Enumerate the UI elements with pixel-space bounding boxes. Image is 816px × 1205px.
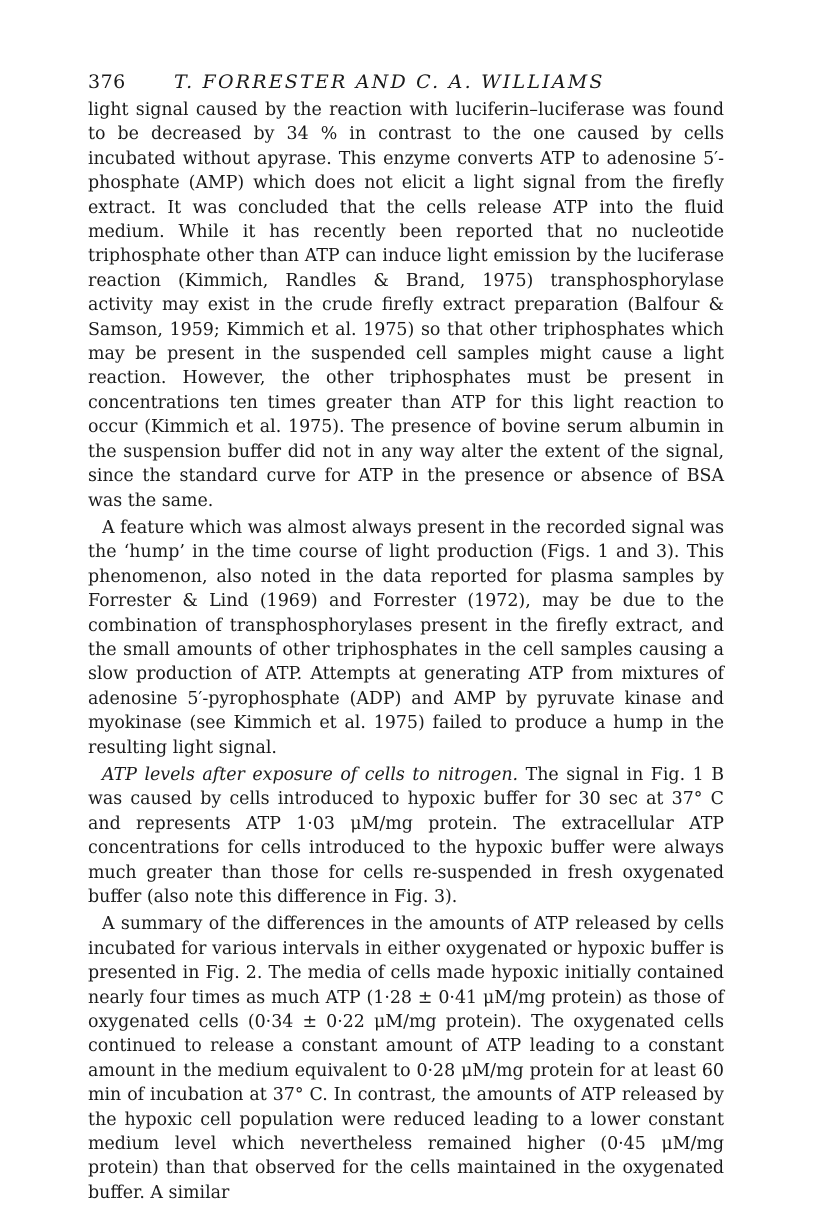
page-number: 376	[88, 71, 126, 93]
article-body	[88, 98, 724, 1205]
paragraph-nitrogen-text: The signal in Fig. 1 B was caused by cells introduced to hypoxic buffer for 30 sec at 37° C and represents ATP 1·03 μM/mg protein. The extracellular ATP concentrations for cells introduced to the hypoxic buffer were always much greater than those for cells re-suspended in fresh oxygenated buffer (also note this difference in Fig. 3).	[88, 764, 725, 907]
page-header	[88, 66, 724, 98]
paragraph-luciferase-signal: light signal caused by the reaction with luciferin–luciferase was found to be decreased by 34 % in contrast to the one caused by cells incubated without apyrase. This enzyme converts ATP to adenosine 5′-phosphate (AMP) which does not elicit a light signal from the firefly extract. It was concluded that the cells release ATP into the fluid medium. While it has recently been reported that no nucleotide triphosphate other than ATP can induce light emission by the luciferase reaction (Kimmich, Randles & Brand, 1975) transphosphorylase activity may exist in the crude firefly extract preparation (Balfour & Samson, 1959; Kimmich et al. 1975) so that other triphosphates which may be present in the suspended cell samples might cause a light reaction. However, the other triphosphates must be present in concentrations ten times greater than ATP for this light reaction to occur (Kimmich et al. 1975). The presence of bovine serum albumin in the suspension buffer did not in any way alter the extent of the signal, since the standard curve for ATP in the presence or absence of BSA was the same.	[88, 100, 724, 511]
paragraph-release-summary: A summary of the differences in the amounts of ATP released by cells incubated for various intervals in either oxygenated or hypoxic buffer is presented in Fig. 2. The media of cells made hypoxic initially contained nearly four times as much ATP (1·28 ± 0·41 μM/mg protein) as those of oxygenated cells (0·34 ± 0·22 μM/mg protein). The oxygenated cells continued to release a constant amount of ATP leading to a constant amount in the medium equivalent to 0·28 μM/mg protein for at least 60 min of incubation at 37° C. In contrast, the amounts of ATP released by the hypoxic cell population were reduced leading to a lower constant medium level which nevertheless remained higher (0·45 μM/mg protein) than that observed for the cells maintained in the oxygenated buffer. A similar	[88, 914, 724, 1203]
running-head-authors: T. FORRESTER AND C. A. WILLIAMS	[174, 71, 605, 93]
journal-page	[88, 66, 724, 1205]
paragraph-hump-feature: A feature which was almost always present in the recorded signal was the ‘hump’ in the time course of light production (Figs. 1 and 3). This phenomenon, also noted in the data reported for plasma samples by Forrester & Lind (1969) and Forrester (1972), may be due to the combination of transphosphorylases present in the firefly extract, and the small amounts of other triphosphates in the cell samples causing a slow production of ATP. Attempts at generating ATP from mixtures of adenosine 5′-pyrophosphate (ADP) and AMP by pyruvate kinase and myokinase (see Kimmich et al. 1975) failed to produce a hump in the resulting light signal.	[88, 517, 724, 758]
section-run-in-heading: ATP levels after exposure of cells to nitrogen.	[102, 764, 519, 785]
paragraph-nitrogen-exposure	[88, 763, 724, 909]
